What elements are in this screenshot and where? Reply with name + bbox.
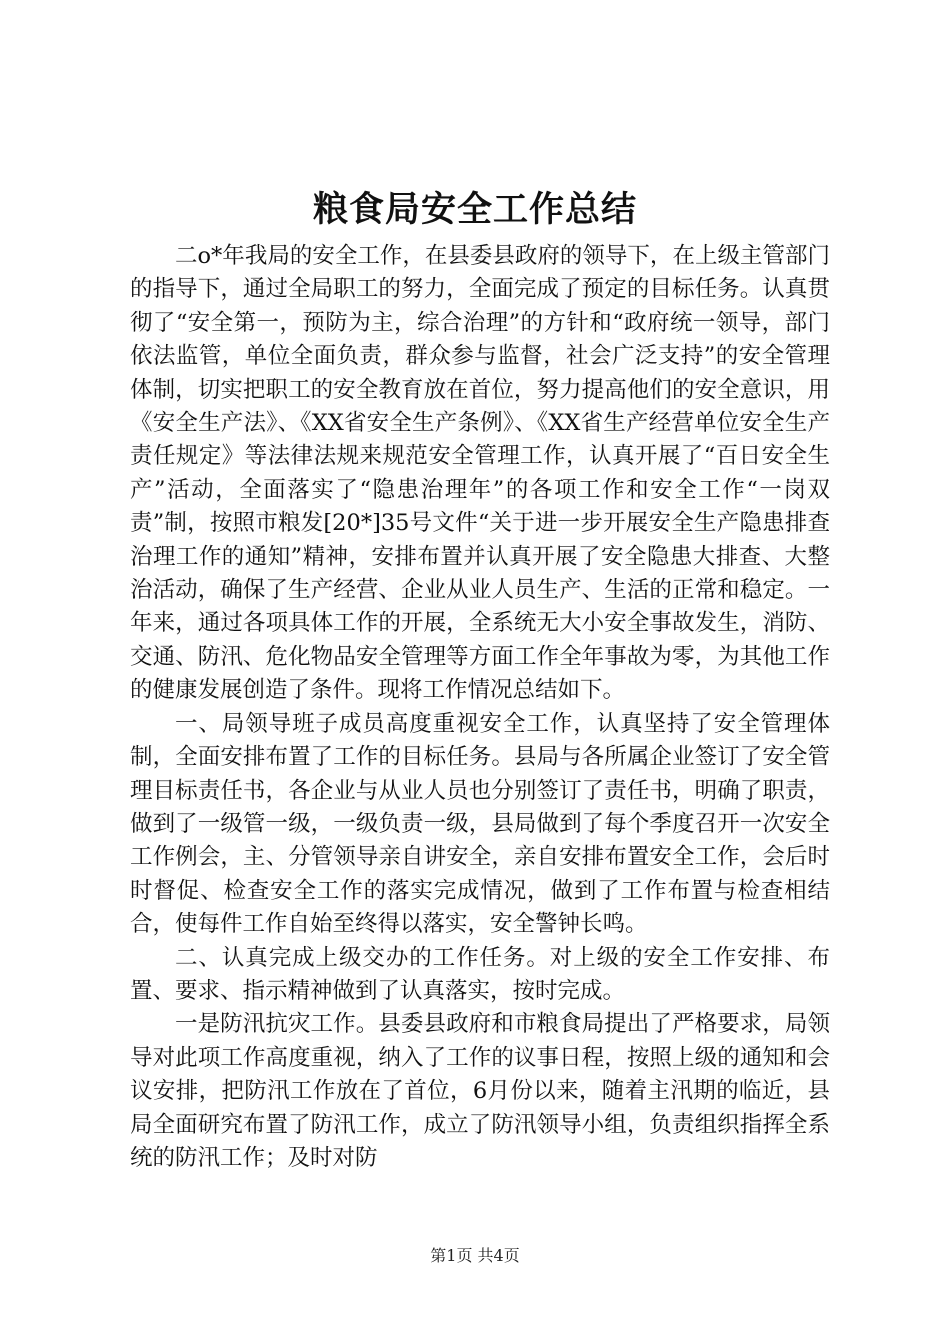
paragraph-flood-control: 一是防汛抗灾工作。县委县政府和市粮食局提出了严格要求，局领导对此项工作高度重视，纳入了工作的议事日程，按照上级的通知和会议安排，把防汛工作放在了首位，6月份以来，随着主汛期的临近，县局全面研究布置了防汛工作，成立了防汛领导小组，负责组织指挥全系统的防汛工作；及时对防 bbox=[130, 1011, 830, 1171]
document-title: 粮食局安全工作总结 bbox=[312, 189, 637, 230]
paragraph-section-2: 二、认真完成上级交办的工作任务。对上级的安全工作安排、布置、要求、指示精神做到了认真落实，按时完成。 bbox=[130, 944, 830, 1004]
page-number-footer: 第1页 共4页 bbox=[430, 1246, 520, 1265]
document-body bbox=[130, 240, 830, 1175]
paragraph-intro: 二o*年我局的安全工作，在县委县政府的领导下，在上级主管部门的指导下，通过全局职工的努力，全面完成了预定的目标任务。认真贯彻了“安全第一，预防为主，综合治理”的方针和“政府统一领导，部门依法监管，单位全面负责，群众参与监督，社会广泛支持”的安全管理体制，切实把职工的安全教育放在首位，努力提高他们的安全意识，用《安全生产法》、《XX省安全生产条例》、《XX省生产经营单位安全生产责任规定》等法律法规来规范安全管理工作，认真开展了“百日安全生产”活动，全面落实了“隐患治理年”的各项工作和安全工作“一岗双责”制，按照市粮发[20*]35号文件“关于进一步开展安全生产隐患排查治理工作的通知”精神，安排布置并认真开展了安全隐患大排查、大整治活动，确保了生产经营、企业从业人员生产、生活的正常和稳定。一年来，通过各项具体工作的开展，全系统无大小安全事故发生，消防、交通、防汛、危化物品安全管理等方面工作全年事故为零，为其他工作的健康发展创造了条件。现将工作情况总结如下。 bbox=[130, 243, 830, 704]
paragraph-section-1: 一、局领导班子成员高度重视安全工作，认真坚持了安全管理体制，全面安排布置了工作的目标任务。县局与各所属企业签订了安全管理目标责任书，各企业与从业人员也分别签订了责任书，明确了职责，做到了一级管一级，一级负责一级，县局做到了每个季度召开一次安全工作例会，主、分管领导亲自讲安全，亲自安排布置安全工作，会后时时督促、检查安全工作的落实完成情况，做到了工作布置与检查相结合，使每件工作自始至终得以落实，安全警钟长鸣。 bbox=[130, 710, 830, 938]
